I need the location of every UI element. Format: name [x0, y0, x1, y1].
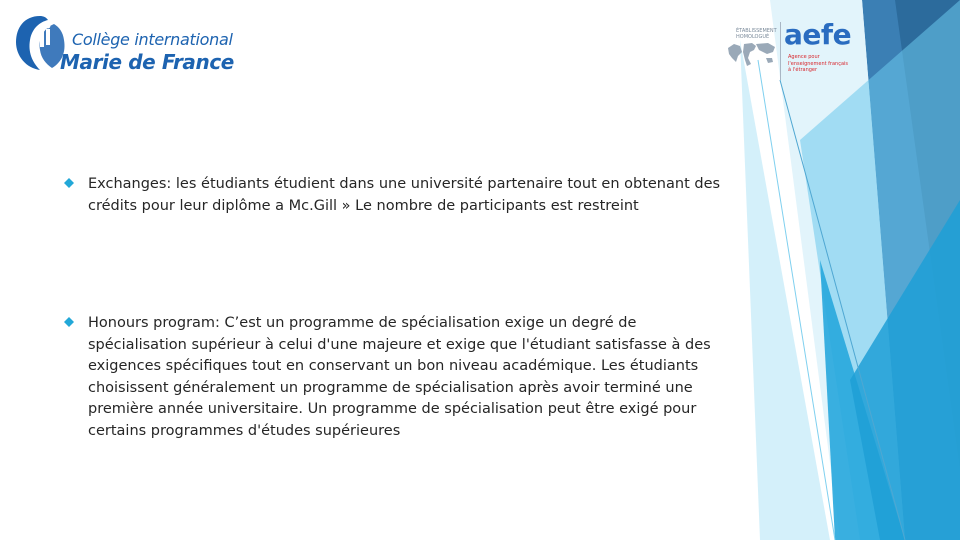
world-map-icon — [726, 40, 778, 70]
aefe-sub-line3: à l'étranger — [788, 67, 818, 73]
aefe-divider — [780, 22, 781, 80]
aefe-small-line1: ÉTABLISSEMENT — [736, 28, 777, 34]
college-emblem-icon — [14, 14, 66, 72]
college-name-line2: Marie de France — [60, 50, 234, 74]
bullet-honours-body: C’est un programme de spécialisation exige un degré de spécialisation supérieur à celui d'une majeure et exige que l'étudiant satisfasse à des exigences spécifiques tout en conservant un bon niveau académique. Les étudiants choisissent généralement un programme de spécialisation après avoir terminé une première année universitaire. Un programme de spécialisation peut être exigé pour certains programmes d'études supérieures — [88, 315, 711, 439]
aefe-sub-line1: Agence pour — [788, 54, 820, 60]
aefe-wordmark: aefe — [784, 18, 852, 51]
bullet-exchanges-body: les étudiants étudient dans une université partenaire tout en obtenant des crédits pour leur diplôme a Mc.Gill » Le nombre de participants est restreint — [88, 176, 721, 214]
diamond-bullet-icon — [64, 317, 74, 327]
bullet-honours-label: Honours program: — [88, 315, 220, 331]
bullet-exchanges-label: Exchanges: — [88, 176, 172, 192]
college-logo — [14, 12, 234, 76]
bullet-exchanges-text — [88, 174, 728, 217]
aefe-homologation-text — [736, 28, 777, 40]
bullet-honours-text — [88, 313, 728, 442]
aefe-sub-line2: l'enseignement français — [788, 60, 849, 67]
aefe-small-line2: HOMOLOGUÉ — [736, 34, 770, 40]
college-name-line1: Collège international — [72, 30, 233, 49]
aefe-subtitle — [788, 54, 848, 74]
diamond-bullet-icon — [64, 178, 74, 188]
aefe-logo — [724, 14, 864, 84]
